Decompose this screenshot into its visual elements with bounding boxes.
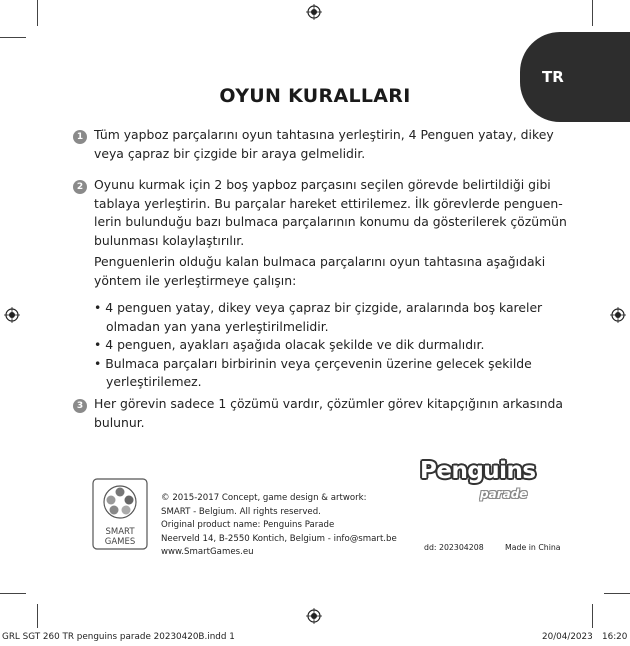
text-line: Tüm yapboz parçalarını oyun tahtasına yerleştirin, 4 Penguen yatay, dikey bbox=[94, 127, 554, 142]
text-line: tablaya yerleştirin. Bu parçalar hareket ettirilemez. İlk görevlerde penguen- bbox=[94, 195, 563, 211]
text-line: veya çapraz bir çizgide bir araya gelmelidir. bbox=[94, 145, 366, 161]
copyright-line: SMART - Belgium. All rights reserved. bbox=[161, 506, 321, 517]
text-line: yöntem ile yerleştirmeye çalışın: bbox=[94, 272, 297, 288]
crop-mark bbox=[0, 593, 26, 594]
crop-mark bbox=[604, 593, 630, 594]
crop-mark bbox=[592, 604, 593, 628]
registration-mark-icon bbox=[306, 4, 322, 20]
bullet-list bbox=[94, 299, 544, 392]
rule-3-text bbox=[94, 395, 563, 432]
page-title: OYUN KURALLARI bbox=[219, 85, 411, 107]
logo-sub-text: parade bbox=[480, 487, 528, 501]
rule-1-text bbox=[94, 126, 554, 163]
bullet-item-continuation: olmadan yan yana yerleştirilmelidir. bbox=[106, 318, 329, 334]
text-line: bulunur. bbox=[94, 414, 145, 430]
logo-main-text: Penguins bbox=[420, 458, 536, 484]
crop-mark bbox=[592, 0, 593, 26]
text-line: bulunması kolaylaştırılır. bbox=[94, 232, 245, 248]
bullet-item: • Bulmaca parçaları birbirinin veya çerçevenin üzerine gelecek şekilde bbox=[94, 355, 532, 371]
copyright-block bbox=[161, 492, 397, 560]
language-tab bbox=[520, 32, 630, 122]
registration-mark-icon bbox=[610, 307, 626, 323]
crop-mark bbox=[0, 37, 26, 38]
bullet-item-continuation: yerleştirilemez. bbox=[106, 374, 202, 390]
rule-number-badge: 3 bbox=[73, 399, 87, 413]
copyright-line: www.SmartGames.eu bbox=[161, 547, 254, 558]
crop-mark bbox=[37, 0, 38, 26]
language-tab-label: TR bbox=[542, 68, 564, 86]
text-line: Oyunu kurmak için 2 boş yapboz parçasını seçilen görevde belirtildiği gibi bbox=[94, 177, 551, 192]
registration-mark-icon bbox=[4, 307, 20, 323]
smartgames-logo bbox=[92, 478, 148, 550]
text-line: Penguenlerin olduğu kalan bulmaca parçalarını oyun tahtasına aşağıdaki bbox=[94, 254, 546, 269]
bullet-item: • 4 penguen, ayakları aşağıda olacak şekilde ve dik durmalıdır. bbox=[94, 337, 485, 353]
copyright-line: © 2015-2017 Concept, game design & artwork: bbox=[161, 493, 367, 503]
rule-2-text bbox=[94, 176, 567, 250]
copyright-line: Original product name: Penguins Parade bbox=[161, 520, 335, 531]
rule-number-badge: 2 bbox=[73, 180, 87, 194]
penguins-parade-logo bbox=[412, 456, 552, 512]
slug-time: 16:20 bbox=[602, 632, 628, 642]
logo-line-2: GAMES bbox=[104, 537, 136, 547]
crop-mark bbox=[37, 604, 38, 628]
text-line: lerin bulunduğu bazı bulmaca parçalarının konumu da gösterilerek çözümün bbox=[94, 214, 567, 230]
bullet-item: • 4 penguen yatay, dikey veya çapraz bir çizgide, aralarında boş kareler bbox=[94, 300, 543, 315]
made-in: Made in China bbox=[505, 543, 561, 552]
registration-mark-icon bbox=[306, 608, 322, 624]
copyright-line: Neerveld 14, B-2550 Kontich, Belgium - info@smart.be bbox=[161, 533, 397, 544]
logo-line-1: SMART bbox=[105, 527, 135, 537]
slug-date: 20/04/2023 bbox=[542, 632, 593, 642]
text-line: Her görevin sadece 1 çözümü vardır, çözümler görev kitapçığının arkasında bbox=[94, 396, 563, 411]
rule-number-badge: 1 bbox=[73, 130, 87, 144]
placement-intro bbox=[94, 253, 544, 290]
doc-code: dd: 202304208 bbox=[424, 543, 484, 552]
slug-file-name: GRL SGT 260 TR penguins parade 20230420B.indd 1 bbox=[2, 632, 235, 642]
